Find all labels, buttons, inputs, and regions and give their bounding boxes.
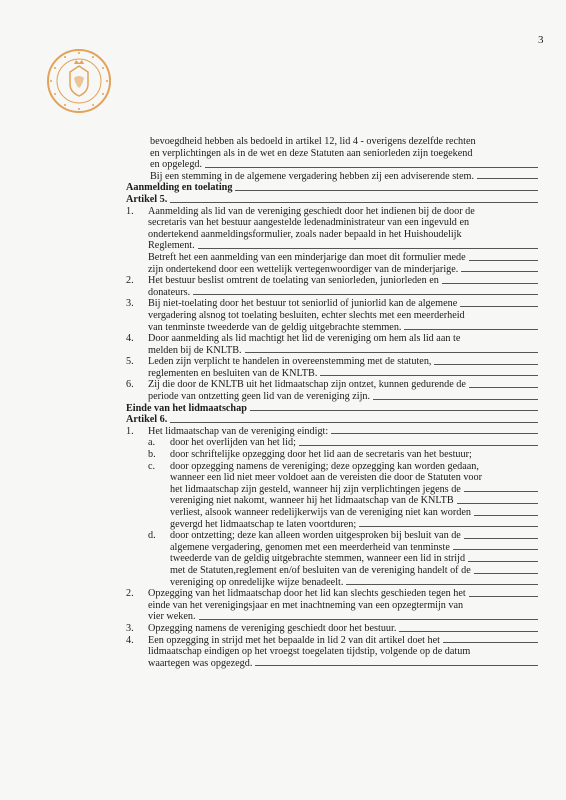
list-item: 2. Opzegging van het lidmaatschap door het lid kan slechts geschieden tegen het einde van het verenigingsjaar en met inachtneming van een opzegtermijn van vier weken. (126, 588, 538, 623)
text-line: en verplichtingen als in de wet en deze Statuten aan seniorleden zijn toegekend (150, 147, 473, 159)
sub-list-item: c. door opzegging namens de vereniging; deze opzegging kan worden gedaan, wanneer een lid niet meer voldoet aan de vereisten die door de Statuten voor het lidmaatschap zijn gesteld, wanneer hij zijn verplichtingen jegens de vereniging niet nakomt, wanneer hij het lidmaatschap van de KNLTB verliest, alsook wanneer redelijkerwijs van de vereniging niet kan worden gevergd het lidmaatschap te laten voortduren; (148, 461, 538, 531)
organization-seal-icon (46, 48, 112, 114)
text-line: Bij een stemming in de algemene vergadering hebben zij een adviserende stem. (150, 171, 538, 183)
page-number: 3 (538, 34, 544, 46)
list-item: 4. Een opzegging in strijd met het bepaalde in lid 2 van dit artikel doet het lidmaatschap eindigen op het vroegst toegelaten tijdstip, volgende op de datum waartegen was opgezegd. (126, 635, 538, 670)
list-item: 1. Het lidmaatschap van de vereniging eindigt: a. door het overlijden van het lid; b. door schriftelijke opzegging door het lid aan de secretaris van het bestuur; c. door opzegging namens de vereniging; deze opzegging kan worden gedaan, wanneer een lid niet meer voldoet aan de vereisten die door de Statuten voor het lidmaatschap zijn gesteld, wanneer hij zijn verplichtingen jegens de vereniging niet nakomt, wanneer hij het lidmaatschap van de KNLTB verliest, alsook wanneer redelijkerwijs van de vereniging niet kan worden gevergd het lidmaatschap te laten voortduren; d. door ontzetting; deze kan alleen worden uitgesproken bij besluit van de algemene vergadering, genomen met een meerderheid van tenminste tweederde van de geldig uitgebrachte stemmen, wanneer een lid in strijd met de Statuten,reglement en/of besluiten van de vereniging handelt of de vereniging op onredelijke wijze benadeelt. (126, 426, 538, 588)
list-item: 3. Bij niet-toelating door het bestuur tot seniorlid of juniorlid kan de algemene vergadering alsnog tot toelating besluiten, echter slechts met een meerderheid van tenminste tweederde van de geldig uitgebrachte stemmen. (126, 298, 538, 333)
article-heading: Artikel 6. (126, 414, 538, 426)
sub-list-item: b. door schriftelijke opzegging door het lid aan de secretaris van het bestuur; (148, 449, 472, 461)
sub-list-item: d. door ontzetting; deze kan alleen worden uitgesproken bij besluit van de algemene vergadering, genomen met een meerderheid van tenminste tweederde van de geldig uitgebrachte stemmen, wanneer een lid in strijd met de Statuten,reglement en/of besluiten van de vereniging handelt of de vereniging op onredelijke wijze benadeelt. (148, 530, 538, 588)
section-heading: Einde van het lidmaatschap (126, 403, 538, 415)
list-item: 1. Aanmelding als lid van de vereniging geschiedt door het indienen bij de door de secretaris van het bestuur aangestelde ledenadministrateur van een ingevuld en ondertekend aanmeldingsformulier, zoals nader bepaald in het Huishoudelijk Reglement. Betreft het een aanmelding van een minderjarige dan moet dit formulier mede zijn ondertekend door een wettelijk vertegenwoordiger van de minderjarige. (126, 206, 538, 276)
list-item: 4. Door aanmelding als lid machtigt het lid de vereniging om hem als lid aan te melden bij de KNLTB. (126, 333, 538, 356)
document-body (126, 136, 538, 669)
list-item: 6. Zij die door de KNLTB uit het lidmaatschap zijn ontzet, kunnen gedurende de periode van ontzetting geen lid van de vereniging zijn. (126, 379, 538, 402)
article-heading: Artikel 5. (126, 194, 538, 206)
text-line: en opgelegd. (150, 159, 538, 171)
list-item: 5. Leden zijn verplicht te handelen in overeenstemming met de statuten, reglementen en besluiten van de KNLTB. (126, 356, 538, 379)
list-item: 2. Het bestuur beslist omtrent de toelating van seniorleden, juniorleden en donateurs. (126, 275, 538, 298)
text-line: bevoegdheid hebben als bedoeld in artikel 12, lid 4 - overigens dezelfde rechten (150, 136, 476, 147)
list-item: 3. Opzegging namens de vereniging geschiedt door het bestuur. (126, 623, 538, 635)
sub-list-item: a. door het overlijden van het lid; (148, 437, 538, 449)
section-heading: Aanmelding en toelating (126, 182, 538, 194)
